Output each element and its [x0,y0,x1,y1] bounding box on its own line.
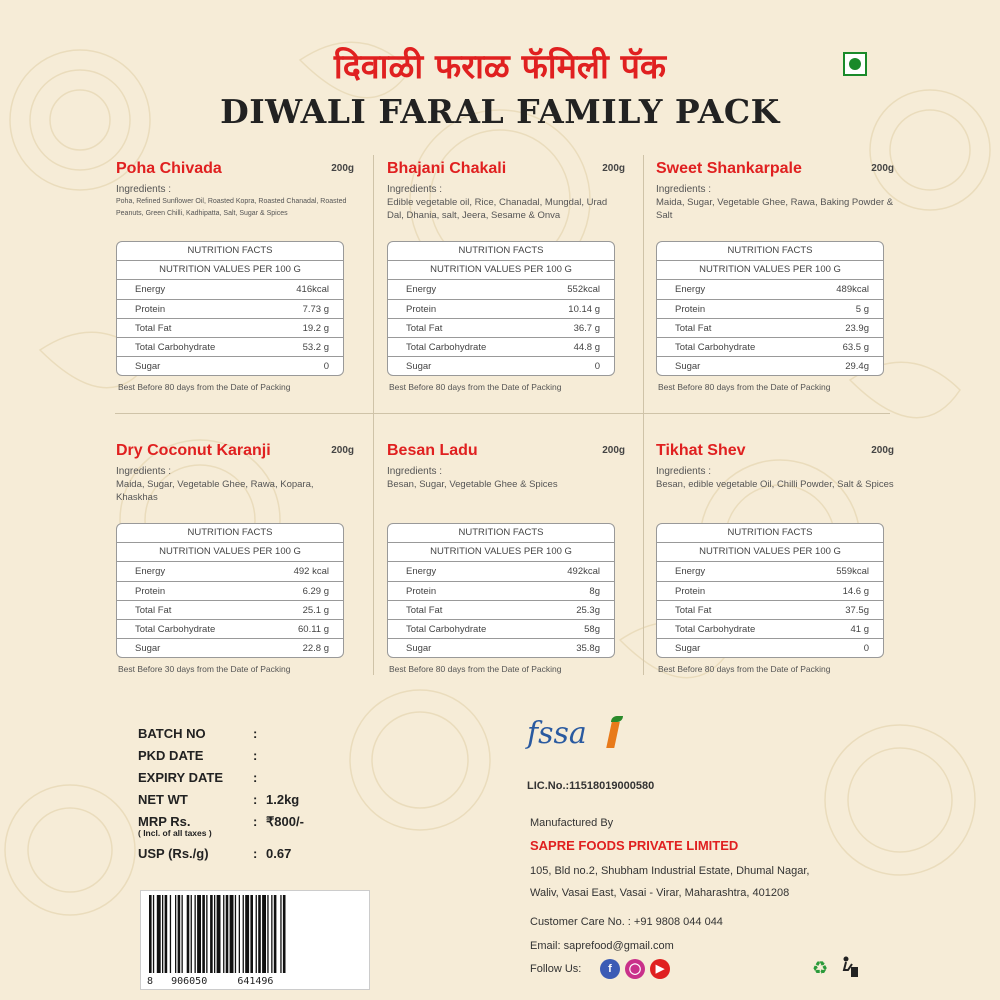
best-before: Best Before 80 days from the Date of Packing [389,664,562,674]
nutrient-label: Total Carbohydrate [675,341,756,353]
product-header [387,442,625,464]
veg-dot-icon [849,58,861,70]
manufactured-by-label: Manufactured By [530,817,614,829]
batch-label: EXPIRY DATE [138,770,224,785]
nutrient-value: 5 g [855,303,869,315]
nutrition-subtitle: NUTRITION VALUES PER 100 G [117,543,343,562]
barcode-bar [250,895,253,973]
barcode-bar [178,895,181,973]
nutrition-table [116,523,344,658]
nutrient-value: 63.5 g [842,341,869,353]
nutrition-row [657,601,883,620]
ingredients-label: Ingredients : [656,184,712,195]
dispose-in-bin-icon [840,955,860,979]
barcode-bar [202,895,205,973]
barcode-bar [239,895,240,973]
nutrient-label: Sugar [675,643,701,655]
barcode-digits [147,976,273,987]
nutrient-label: Total Fat [675,322,712,334]
product-dry-coconut-karanji [116,442,354,674]
barcode-bar [245,895,249,973]
product-header [656,160,894,182]
ingredients-label: Ingredients : [116,184,172,195]
batch-label: USP (Rs./g) [138,846,209,861]
recycle-icon: ♻ [812,958,829,978]
product-weight: 200g [871,445,894,456]
ingredients-label: Ingredients : [116,466,172,477]
nutrient-value: 0 [323,361,329,373]
nutrient-value: 7.73 g [302,303,329,315]
fssai-logo [527,716,622,766]
barcode-bar [258,895,261,973]
nutrient-value: 0 [863,643,869,655]
barcode-bar [214,895,215,973]
barcode-bar [267,895,268,973]
barcode-bar [230,895,234,973]
product-name: Poha Chivada [116,160,222,177]
nutrition-title: NUTRITION FACTS [657,242,883,261]
follow-us-label: Follow Us: [530,963,582,975]
nutrient-label: Energy [135,566,166,578]
barcode-bar [197,895,201,973]
ingredients-label: Ingredients : [656,466,712,477]
nutrient-value: 37.5g [845,604,869,616]
nutrient-label: Energy [675,284,706,296]
batch-colon: : [253,814,258,829]
nutrient-label: Total Fat [135,322,172,334]
nutrition-row [657,562,883,581]
nutrition-row [388,280,614,299]
nutrition-subtitle: NUTRITION VALUES PER 100 G [657,543,883,562]
youtube-icon[interactable]: ▶ [650,959,670,979]
nutrient-value: 8g [589,585,600,597]
nutrient-value: 19.2 g [302,322,329,334]
product-weight: 200g [871,163,894,174]
nutrient-label: Protein [675,303,706,315]
nutrient-value: 36.7 g [573,322,600,334]
nutrition-row [388,319,614,338]
nutrient-value: 25.1 g [302,604,329,616]
nutrient-label: Protein [406,303,437,315]
barcode-bar [274,895,277,973]
product-poha-chivada [116,160,354,392]
ingredients-text: Besan, edible vegetable Oil, Chilli Powder, Salt & Spices [656,479,894,490]
nutrient-label: Total Fat [406,322,443,334]
nutrition-row [657,620,883,639]
barcode-middle: 906050 [171,976,208,987]
barcode-bar [149,895,152,973]
product-bhajani-chakali [387,160,625,392]
nutrition-row [117,639,343,658]
best-before: Best Before 80 days from the Date of Packing [658,664,831,674]
batch-label: BATCH NO [138,726,206,741]
nutrient-label: Total Fat [406,604,443,616]
nutrient-label: Sugar [406,643,432,655]
nutrition-row [117,280,343,299]
nutrition-title: NUTRITION FACTS [117,242,343,261]
nutrient-value: 35.8g [576,643,600,655]
barcode-bar [165,895,168,973]
product-sweet-shankarpale [656,160,894,392]
manufacturer-address [530,860,930,904]
nutrient-label: Energy [675,566,706,578]
batch-colon: : [253,792,258,807]
nutrient-label: Sugar [406,361,432,373]
product-name: Dry Coconut Karanji [116,442,271,459]
fssai-logo-text: fssa [527,716,587,751]
barcode-bar [217,895,221,973]
address-line-1: 105, Bld no.2, Shubham Industrial Estate, Dhumal Nagar, [530,865,810,877]
product-header [116,160,354,182]
divider [643,155,644,675]
nutrient-label: Total Carbohydrate [406,623,487,635]
barcode-bar [226,895,229,973]
nutrition-title: NUTRITION FACTS [657,524,883,543]
title-hindi: दिवाळी फराळ फॅमिली पॅक [333,47,667,87]
nutrient-label: Sugar [135,643,161,655]
product-header [116,442,354,464]
nutrient-label: Total Fat [675,604,712,616]
barcode-bar [283,895,286,973]
barcode-bar [162,895,163,973]
nutrition-table [387,523,615,658]
product-name: Tikhat Shev [656,442,746,459]
batch-colon: : [253,770,258,785]
best-before: Best Before 30 days from the Date of Packing [118,664,291,674]
barcode-bar [243,895,244,973]
nutrition-title: NUTRITION FACTS [388,242,614,261]
batch-colon: : [253,726,258,741]
batch-label: NET WT [138,792,188,807]
barcode-bar [206,895,207,973]
nutrition-title: NUTRITION FACTS [388,524,614,543]
product-weight: 200g [602,163,625,174]
nutrition-row [388,357,614,376]
product-name: Bhajani Chakali [387,160,507,177]
nutrient-label: Total Carbohydrate [135,623,216,635]
nutrition-row [117,338,343,357]
nutrition-row [657,280,883,299]
nutrition-row [117,620,343,639]
nutrient-label: Total Carbohydrate [135,341,216,353]
nutrition-row [388,620,614,639]
product-weight: 200g [331,163,354,174]
nutrition-row [657,639,883,658]
nutrient-label: Sugar [135,361,161,373]
nutrient-label: Protein [675,585,706,597]
nutrition-subtitle: NUTRITION VALUES PER 100 G [388,261,614,280]
nutrition-row [117,562,343,581]
ingredients-text: Edible vegetable oil, Rice, Chanadal, Mungdal, Urad Dal, Dhania, salt, Jeera, Sesame & Onva [387,197,608,221]
nutrition-row [388,562,614,581]
nutrient-value: 6.29 g [302,585,329,597]
batch-colon: : [253,846,258,861]
product-weight: 200g [602,445,625,456]
barcode-bar [256,895,257,973]
batch-value: 1.2kg [266,792,300,807]
ingredients-text: Maida, Sugar, Vegetable Ghee, Rawa, Baking Powder & Salt [656,197,894,221]
product-tikhat-shev [656,442,894,674]
barcode-bar [280,895,281,973]
product-header [387,160,625,182]
product-header [656,442,894,464]
divider [373,155,374,675]
nutrient-label: Protein [135,303,166,315]
nutrient-value: 14.6 g [842,585,869,597]
nutrient-label: Total Fat [135,604,172,616]
nutrient-label: Protein [406,585,437,597]
address-line-2: Waliv, Vasai East, Vasai - Virar, Maharashtra, 401208 [530,887,790,899]
nutrition-row [657,300,883,319]
nutrient-label: Energy [406,284,437,296]
batch-label: MRP Rs. [138,814,191,829]
barcode-bar [195,895,196,973]
barcode-bar [210,895,213,973]
manufacturer-name: SAPRE FOODS PRIVATE LIMITED [530,838,739,853]
ingredients-text: Poha, Refined Sunflower Oil, Roasted Kopra, Roasted Chanadal, Roasted Peanuts, Green Chilli, Kadhipatta, Salt, Sugar & Spices [116,198,347,217]
nutrient-value: 416kcal [296,284,329,296]
nutrition-subtitle: NUTRITION VALUES PER 100 G [117,261,343,280]
nutrition-subtitle: NUTRITION VALUES PER 100 G [388,543,614,562]
nutrient-value: 22.8 g [302,643,329,655]
title-english: DIWALI FARAL FAMILY PACK [220,92,780,131]
nutrition-row [388,338,614,357]
ingredients-text: Besan, Sugar, Vegetable Ghee & Spices [387,479,558,490]
barcode-bar [182,895,183,973]
email-address: Email: saprefood@gmail.com [530,940,674,952]
nutrient-value: 44.8 g [573,341,600,353]
nutrition-subtitle: NUTRITION VALUES PER 100 G [657,261,883,280]
nutrient-label: Total Carbohydrate [406,341,487,353]
nutrition-row [388,300,614,319]
barcode-bar [271,895,272,973]
nutrition-row [388,601,614,620]
nutrition-row [657,319,883,338]
barcode-bar [191,895,192,973]
barcode-bar [262,895,266,973]
best-before: Best Before 80 days from the Date of Packing [658,382,831,392]
veg-mark-icon [843,52,867,76]
best-before: Best Before 80 days from the Date of Packing [118,382,291,392]
nutrition-row [117,357,343,376]
divider [115,413,890,414]
nutrient-label: Protein [135,585,166,597]
nutrition-row [117,300,343,319]
ingredients-label: Ingredients : [387,184,443,195]
nutrient-value: 559kcal [836,566,869,578]
nutrient-value: 23.9g [845,322,869,334]
nutrient-value: 53.2 g [302,341,329,353]
barcode-bars [149,895,361,973]
product-name: Sweet Shankarpale [656,160,802,177]
barcode-right: 641496 [237,976,274,987]
nutrient-label: Energy [406,566,437,578]
batch-label: PKD DATE [138,748,204,763]
nutrition-row [657,582,883,601]
nutrition-row [388,582,614,601]
nutrition-row [388,639,614,658]
customer-care: Customer Care No. : +91 9808 044 044 [530,916,723,928]
batch-value: 0.67 [266,846,292,861]
nutrition-row [117,582,343,601]
nutrition-row [117,319,343,338]
nutrient-value: 41 g [850,623,869,635]
nutrient-label: Total Carbohydrate [675,623,756,635]
nutrient-value: 492 kcal [293,566,329,578]
nutrient-label: Sugar [675,361,701,373]
nutrition-row [657,338,883,357]
nutrition-title: NUTRITION FACTS [117,524,343,543]
nutrient-value: 10.14 g [568,303,600,315]
fssai-leaf-icon [611,716,623,722]
instagram-icon[interactable]: ◯ [625,959,645,979]
nutrition-table [116,241,344,376]
nutrient-value: 29.4g [845,361,869,373]
nutrient-value: 0 [594,361,600,373]
nutrition-table [656,523,884,658]
barcode-bar [175,895,176,973]
nutrition-row [117,601,343,620]
nutrient-value: 492kcal [567,566,600,578]
ingredients-label: Ingredients : [387,466,443,477]
barcode-bar [187,895,190,973]
nutrition-table [387,241,615,376]
best-before: Best Before 80 days from the Date of Packing [389,382,562,392]
nutrient-value: 489kcal [836,284,869,296]
nutrient-value: 58g [584,623,600,635]
batch-value: ₹800/- [266,814,304,829]
batch-colon: : [253,748,258,763]
license-number: LIC.No.:11518019000580 [527,780,655,792]
nutrition-row [657,357,883,376]
nutrition-table [656,241,884,376]
nutrient-value: 60.11 g [298,623,329,635]
barcode-bar [153,895,154,973]
mrp-note: ( Incl. of all taxes ) [138,828,212,838]
nutrient-label: Energy [135,284,166,296]
nutrient-value: 25.3g [576,604,600,616]
barcode [140,890,370,990]
facebook-icon[interactable]: f [600,959,620,979]
barcode-bar [235,895,236,973]
product-besan-ladu [387,442,625,674]
ingredients-text: Maida, Sugar, Vegetable Ghee, Rawa, Kopara, Khaskhas [116,479,314,503]
nutrient-value: 552kcal [567,284,600,296]
barcode-left: 8 [147,976,154,987]
product-weight: 200g [331,445,354,456]
barcode-bar [157,895,161,973]
product-name: Besan Ladu [387,442,478,459]
fssai-i-icon [606,722,620,748]
barcode-bar [170,895,171,973]
barcode-bar [223,895,224,973]
